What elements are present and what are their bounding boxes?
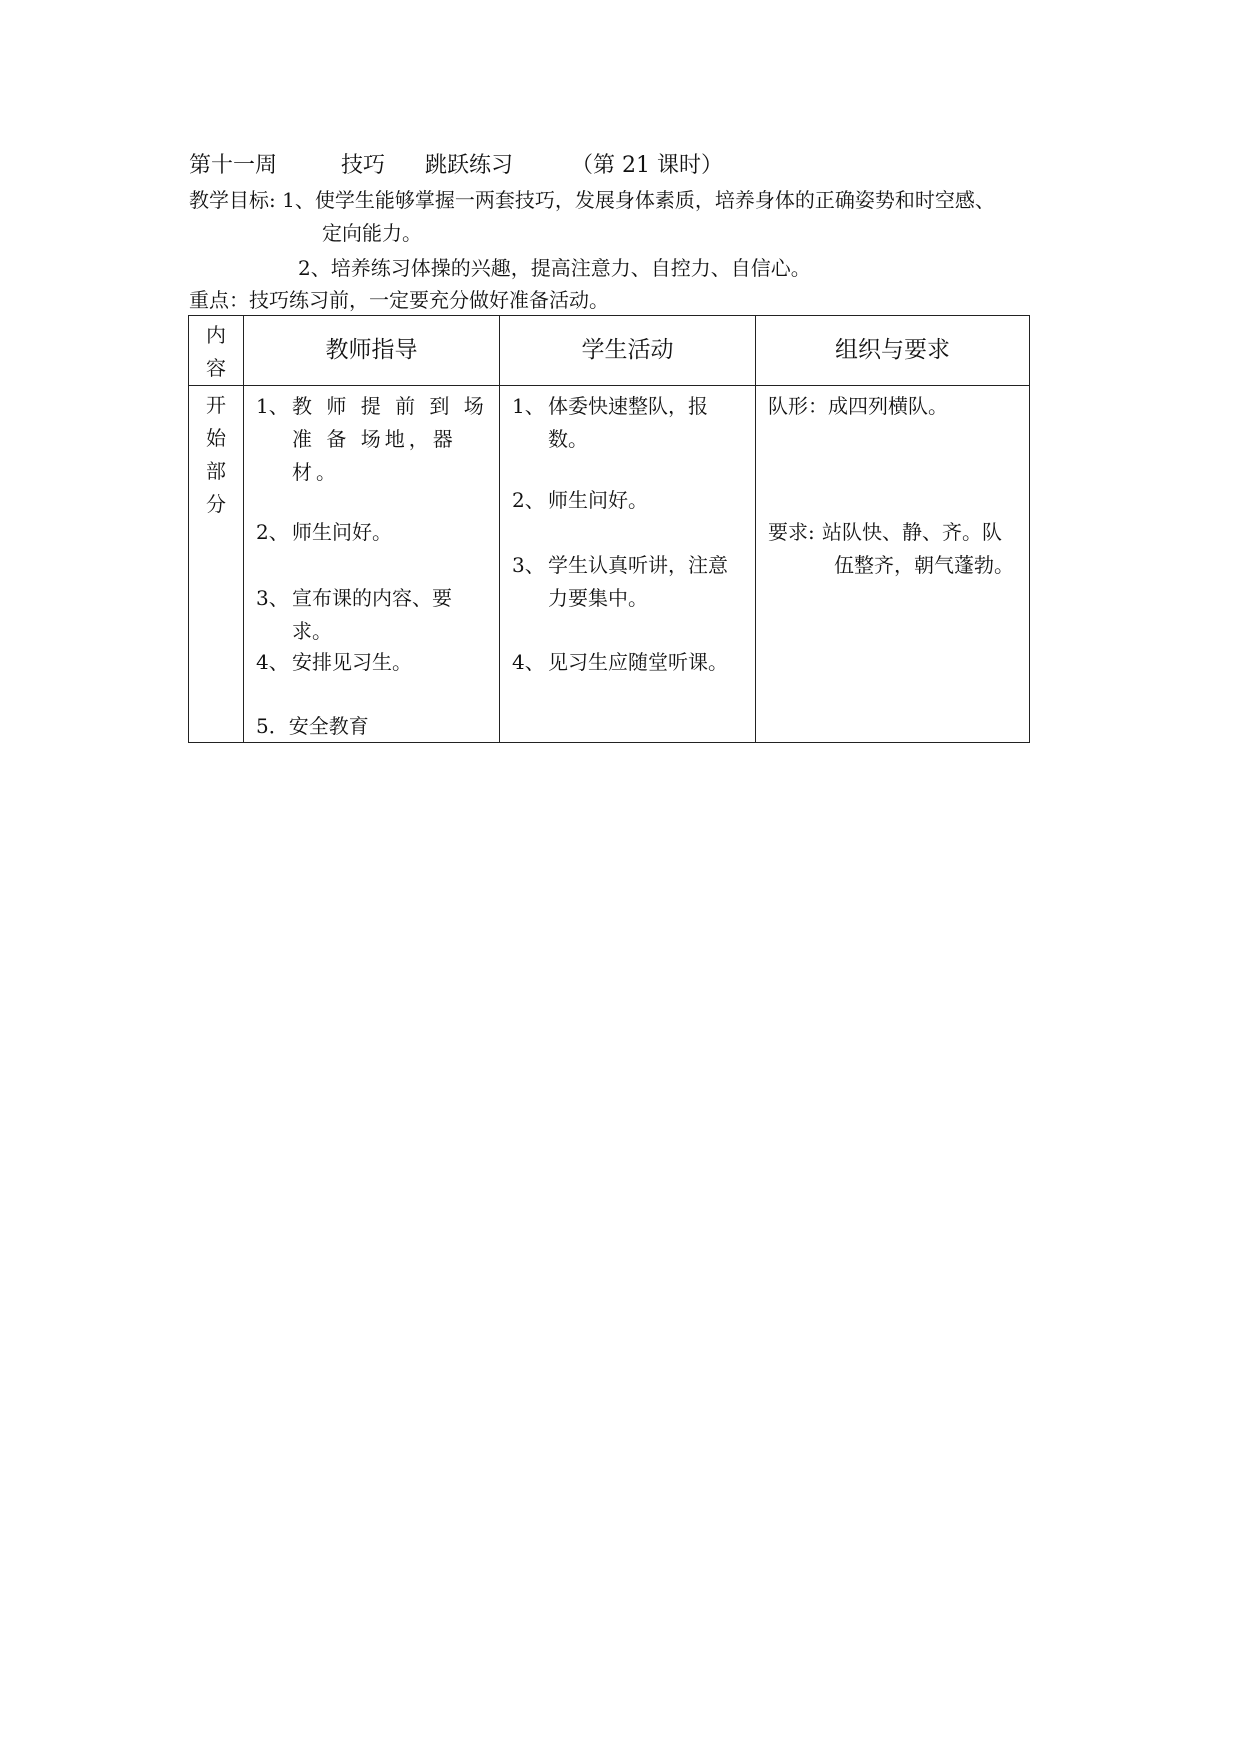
section-label-char: 开	[206, 393, 226, 417]
formation-text: 队形：成四列横队。	[768, 394, 948, 418]
header-student: 学生活动	[500, 316, 756, 386]
title-week: 第十一周	[189, 153, 278, 178]
requirement-line2: 伍整齐，朝气蓬勃。	[834, 553, 1014, 577]
item-text: 体委快速整队，报数。	[548, 394, 708, 451]
section-label-char: 部	[206, 459, 226, 483]
header-row	[189, 316, 1030, 386]
teaching-goal-2: 2、培养练习体操的兴趣，提高注意力、自控力、自信心。	[298, 256, 811, 280]
item-number: 2、	[256, 520, 289, 544]
item-number: 3、	[256, 586, 289, 610]
item-number: 4、	[256, 650, 289, 674]
teacher-cell	[244, 386, 500, 743]
requirement-line1: 站队快、静、齐。队	[822, 520, 1002, 544]
item-text: 5．安全教育	[256, 714, 369, 738]
student-cell	[500, 386, 756, 743]
key-point: 重点：技巧练习前，一定要充分做好准备活动。	[189, 288, 609, 312]
item-text: 师生问好。	[292, 520, 392, 544]
header-content-line2: 容	[206, 356, 226, 380]
section-label	[189, 386, 244, 743]
item-number: 4、	[512, 650, 545, 674]
lesson-table	[188, 315, 1030, 743]
lesson-title	[189, 152, 723, 180]
item-text: 学生认真听讲，注意力要集中。	[548, 553, 728, 610]
title-jump: 跳跃练习	[425, 153, 514, 178]
item-number: 2、	[512, 488, 545, 512]
goal1-text: 1、使学生能够掌握一两套技巧，发展身体素质，培养身体的正确姿势和时空感、	[282, 188, 995, 212]
item-number: 1、	[256, 394, 289, 418]
section-label-char: 分	[206, 492, 226, 516]
item-text: 见习生应随堂听课。	[548, 650, 728, 674]
requirement-label: 要求:	[768, 520, 815, 544]
item-text: 教 师 提 前 到 场 准 备 场地，器材。	[292, 394, 488, 484]
item-text: 安排见习生。	[292, 650, 412, 674]
section-label-char: 始	[206, 426, 226, 450]
item-number: 3、	[512, 553, 545, 577]
item-text: 师生问好。	[548, 488, 648, 512]
header-content-line1: 内	[206, 323, 226, 347]
organization-cell	[756, 386, 1030, 743]
title-period: （第 21 课时）	[571, 153, 723, 178]
teaching-goal-1	[189, 188, 995, 212]
goal1-continuation: 定向能力。	[322, 221, 422, 245]
goals-label: 教学目标:	[189, 188, 276, 212]
header-teacher: 教师指导	[244, 316, 500, 386]
header-organization: 组织与要求	[756, 316, 1030, 386]
item-number: 1、	[512, 394, 545, 418]
item-text: 宣布课的内容、要求。	[292, 586, 452, 643]
header-content	[189, 316, 244, 386]
title-skill: 技巧	[341, 153, 386, 178]
section-row	[189, 386, 1030, 743]
